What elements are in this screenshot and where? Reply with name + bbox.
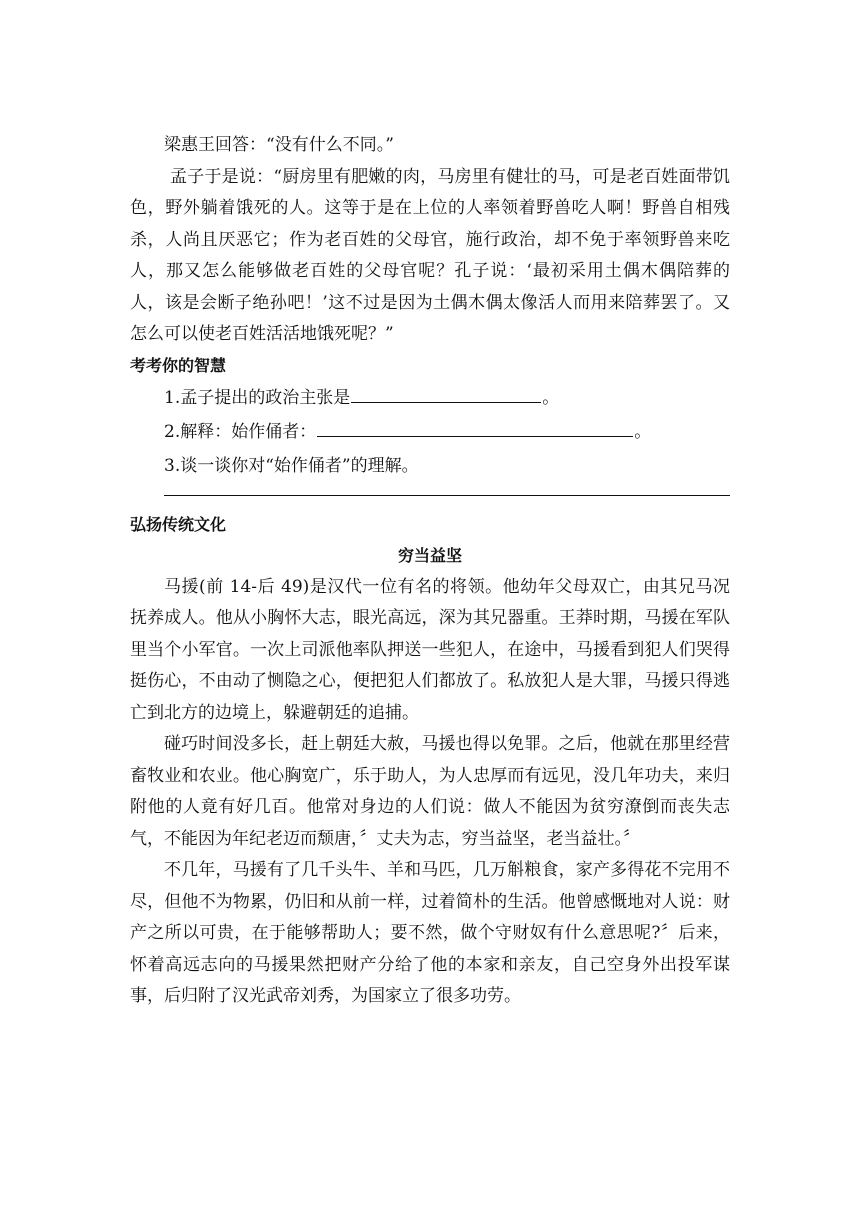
question-2-end: 。 <box>634 421 652 442</box>
story-title: 穷当益坚 <box>397 545 462 565</box>
story-paragraph-3: 不几年，马援有了几千头牛、羊和马匹，几万斛粮食，家产多得花不完用不尽，但他不为物累，仍旧和从前一样，过着简朴的生活。他曾感慨地对人说：财产之所以可贵，在于能够帮助人；要不然，做个守财奴有什么意思呢?〞后来，怀着高远志向的马援果然把财产分给了他的本家和亲友，自己空身外出投军谋事，后归附了汉光武帝刘秀，为国家立了很多功劳。 <box>130 860 730 1006</box>
question-2 <box>130 415 730 449</box>
story-paragraph-1: 马援(前 14-后 49)是汉代一位有名的将领。他幼年父母双亡，由其兄马况抚养成人。他从小胸怀大志，眼光高远，深为其兄器重。王莽时期，马援在军队里当个小军官。一次上司派他率队押送一些犯人，在途中，马援看到犯人们哭得挺伤心，不由动了恻隐之心，便把犯人们都放了。私放犯人是大罪，马援只得逃亡到北方的边境上，躲避朝廷的追捕。 <box>130 576 730 723</box>
question-2-blank[interactable] <box>317 418 633 437</box>
document-page <box>130 130 730 1013</box>
question-1-end: 。 <box>542 387 560 408</box>
question-2-text: 2.解释：始作俑者： <box>164 421 317 442</box>
quiz-heading: 考考你的智慧 <box>130 355 227 375</box>
question-1-blank[interactable] <box>351 384 541 403</box>
story-paragraph-2: 碰巧时间没多长，赶上朝廷大赦，马援也得以免罪。之后，他就在那里经营畜牧业和农业。他心胸宽广，乐于助人，为人忠厚而有远见，没几年功夫，来归附他的人竟有好几百。他常对身边的人们说：做人不能因为贫穷潦倒而丧失志气，不能因为年纪老迈而颓唐，〞丈夫为志，穷当益坚，老当益壮。〞 <box>130 734 730 849</box>
passage-paragraph-1: 梁惠王回答：“没有什么不同。” <box>164 135 394 155</box>
question-3: 3.谈一谈你对“始作俑者”的理解。 <box>164 455 419 476</box>
passage-paragraph-2: 孟子于是说：“厨房里有肥嫩的肉，马房里有健壮的马，可是老百姓面带饥色，野外躺着饿死的人。这等于是在上位的人率领着野兽吃人啊！野兽自相残杀，人尚且厌恶它；作为老百姓的父母官，施行政治，却不免于率领野兽来吃人，那又怎么能够做老百姓的父母官呢？孔子说：‘最初采用土偶木偶陪葬的人，该是会断子绝孙吧！’这不过是因为土偶木偶太像活人而用来陪葬罢了。又怎么可以使老百姓活活地饿死呢？” <box>130 166 730 344</box>
question-1 <box>130 381 730 415</box>
question-1-text: 1.孟子提出的政治主张是 <box>164 387 351 408</box>
answer-line[interactable] <box>164 495 730 496</box>
culture-heading: 弘扬传统文化 <box>130 514 227 534</box>
